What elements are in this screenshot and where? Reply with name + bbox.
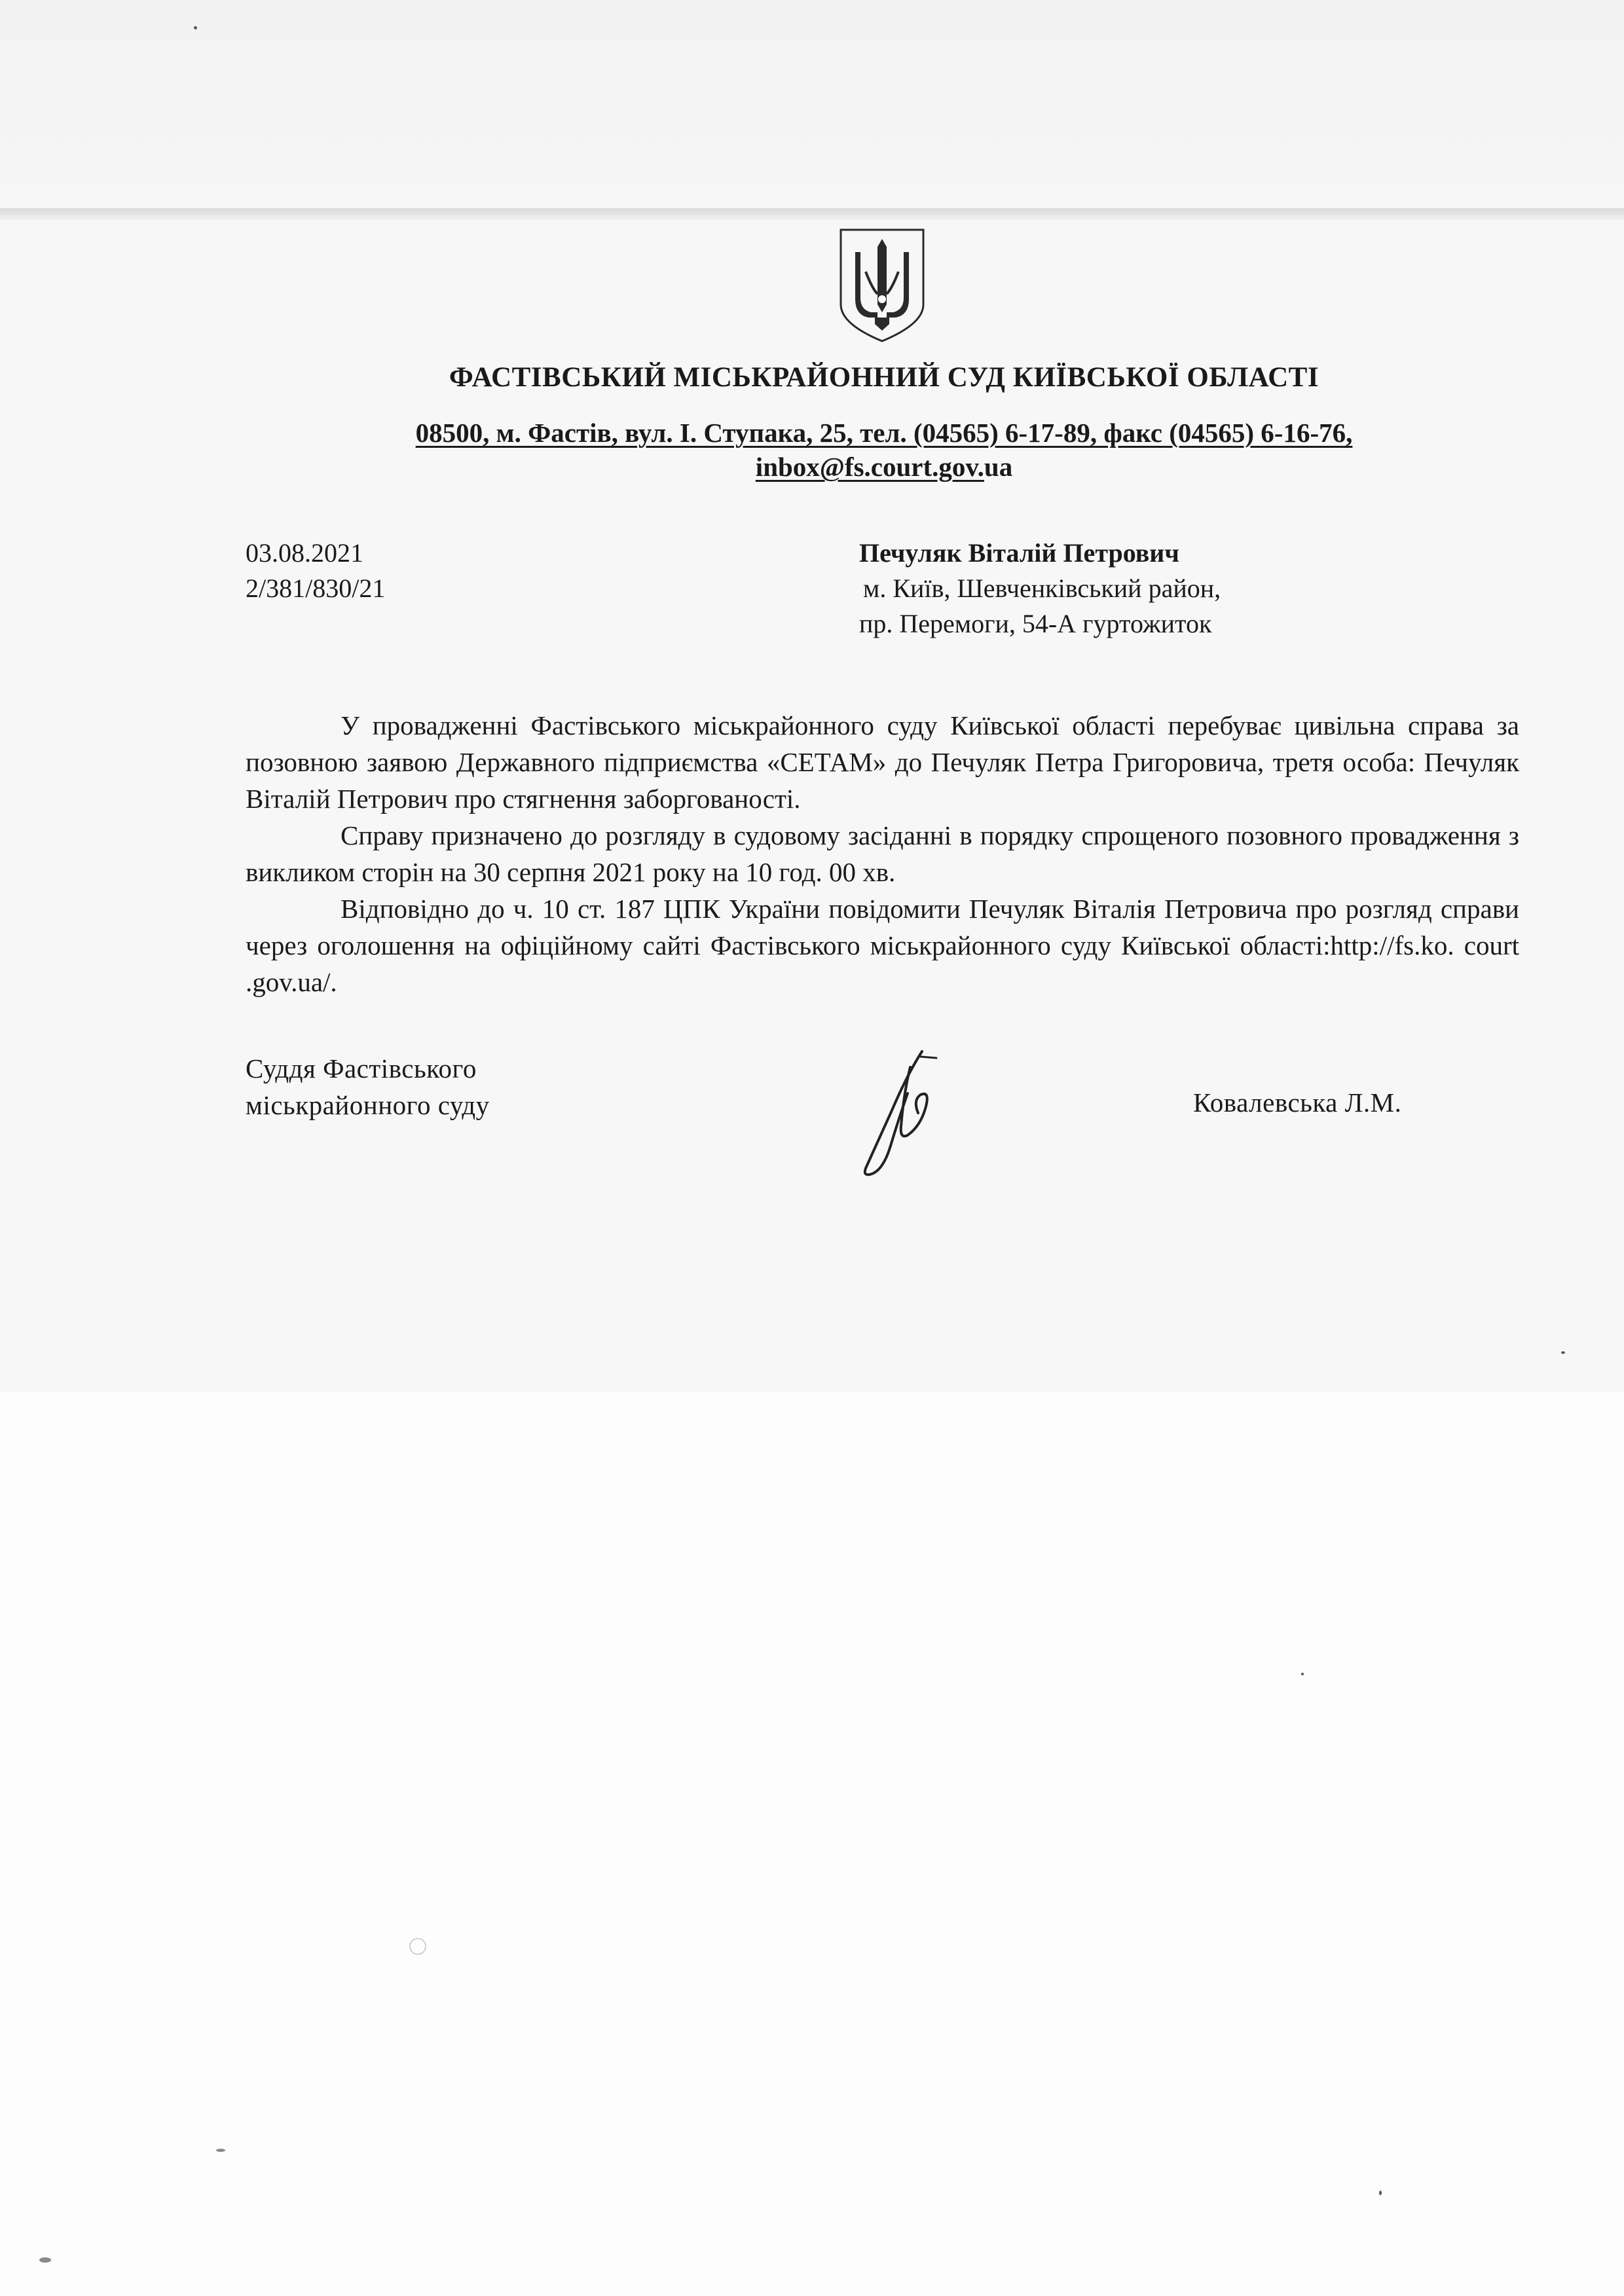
judge-title-line2: міськрайонного суду (246, 1090, 490, 1120)
scan-speck (1301, 1673, 1304, 1675)
recipient-address-line2: пр. Перемоги, 54-А гуртожиток (859, 609, 1212, 638)
court-name-heading: ФАСТІВСЬКИЙ МІСЬКРАЙОННИЙ СУД КИЇВСЬКОЇ ОБЛАСТІ (449, 362, 1320, 393)
scan-speck (1561, 1351, 1565, 1354)
scan-speck (39, 2257, 51, 2263)
judge-name: Ковалевська Л.М. (1193, 1087, 1402, 1118)
recipient-block (859, 536, 1221, 642)
handwritten-signature (845, 1048, 956, 1178)
letter-body (246, 707, 1519, 1000)
body-paragraph: Відповідно до ч. 10 ст. 187 ЦПК України повідомити Печуляк Віталія Петровича про розгляд справи через оголошення на офіційному сайті Фастівського міськрайонного суду Київської області:http://fs.ko. court .gov.ua/. (246, 894, 1519, 997)
body-paragraph: Справу призначено до розгляду в судовому засіданні в порядку спрощеного позовного провадження з викликом сторін на 30 серпня 2021 року на 10 год. 00 хв. (246, 820, 1519, 887)
court-email-user: inbox@fs.court.gov. (755, 452, 984, 482)
scan-speck (409, 1938, 426, 1955)
case-number: 2/381/830/21 (246, 574, 386, 603)
body-paragraph: У провадженні Фастівського міськрайонного суду Київської області перебуває цивільна справа за позовною заявою Державного підприємства «СЕТАМ» до Печуляк Петра Григоровича, третя особа: Печуляк Віталій Петрович про стягнення заборгованості. (246, 710, 1519, 814)
scan-background-bottom (0, 1392, 1624, 2296)
judge-title (246, 1050, 490, 1123)
court-email[interactable] (288, 450, 1480, 484)
scan-speck (1379, 2191, 1382, 2195)
paper-fold-edge (0, 208, 1624, 220)
judge-title-line1: Суддя Фастівського (246, 1053, 477, 1084)
scan-speck (194, 26, 197, 29)
recipient-address-line1: м. Київ, Шевченківський район, (863, 574, 1221, 603)
scan-speck (216, 2149, 225, 2152)
coat-of-arms-icon (836, 226, 929, 345)
document-date: 03.08.2021 (246, 538, 363, 568)
court-email-tld: ua (984, 452, 1013, 482)
court-address (288, 416, 1480, 484)
document-meta (246, 536, 385, 606)
recipient-name: Печуляк Віталій Петрович (859, 538, 1179, 568)
court-address-line: 08500, м. Фастів, вул. І. Ступака, 25, тел. (04565) 6-17-89, факс (04565) 6-16-76, (415, 418, 1353, 448)
scan-background-top (0, 0, 1624, 216)
